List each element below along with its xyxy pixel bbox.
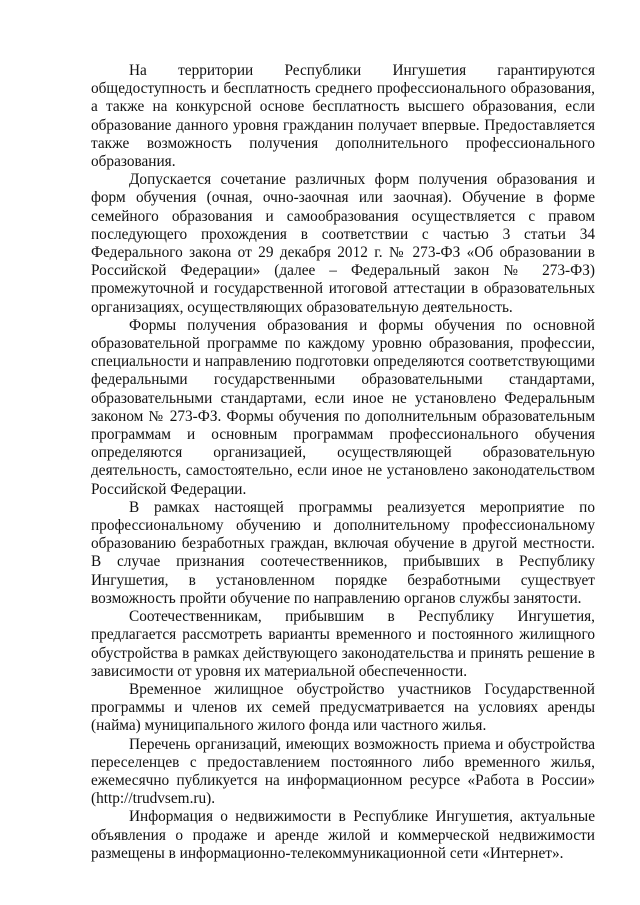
paragraph-free-education: На территории Республики Ингушетия гарантируются общедоступность и бесплатность среднего профессионального образования, а также на конкурсной основе бесплатность высшего образования, если образование данного уровня гражданин получает впервые. Предоставляется также возможность получения дополнительного профессионального образования. bbox=[91, 62, 595, 171]
paragraph-unemployed-training: В рамках настоящей программы реализуется мероприятие по профессиональному обучению и дополнительному профессиональному образованию безработных граждан, включая обучение в другой местности. В случае признания соотечественников, прибывших в Республику Ингушетия, в установленном порядке безработными существует возможность пройти обучение по направлению органов службы занятости. bbox=[91, 498, 595, 607]
paragraph-forms-of-education: Допускается сочетание различных форм получения образования и форм обучения (очная, очно-заочная или заочная). Обучение в форме семейного образования и самообразования осуществляется с правом последующего прохождения в соответствии с частью 3 статьи 34 Федерального закона от 29 декабря 2012 г. № 273-ФЗ «Об образовании в Российской Федерации» (далее – Федеральный закон № 273-ФЗ) промежуточной и государственной итоговой аттестации в образовательных организациях, осуществляющих образовательную деятельность. bbox=[91, 171, 595, 316]
paragraph-housing-options: Соотечественникам, прибывшим в Республику Ингушетия, предлагается рассмотреть варианты временного и постоянного жилищного обустройства в рамках действующего законодательства и принять решение в зависимости от уровня их материальной обеспеченности. bbox=[91, 608, 595, 680]
paragraph-education-standards: Формы получения образования и формы обучения по основной образовательной программе по каждому уровню образования, профессии, специальности и направлению подготовки определяются соответствующими федеральными государственными образовательными стандартами, образовательными стандартами, если иное не установлено Федеральным законом № 273-ФЗ. Формы обучения по дополнительным образовательным программам и основным программам профессионального обучения определяются организацией, осуществляющей образовательную деятельность, самостоятельно, если иное не установлено законодательством Российской Федерации. bbox=[91, 316, 595, 498]
paragraph-organizations-list: Перечень организаций, имеющих возможность приема и обустройства переселенцев с предоставлением постоянного либо временного жилья, ежемесячно публикуется на информационном ресурсе «Работа в России» (http://trudvsem.ru). bbox=[91, 735, 595, 808]
paragraph-temporary-housing: Временное жилищное обустройство участников Государственной программы и членов их семей предусматривается на условиях аренды (найма) муниципального жилого фонда или частного жилья. bbox=[91, 680, 595, 735]
paragraph-real-estate-info: Информация о недвижимости в Республике Ингушетия, актуальные объявления о продаже и аренде жилой и коммерческой недвижимости размещены в информационно-телекоммуникационной сети «Интернет». bbox=[91, 808, 595, 862]
